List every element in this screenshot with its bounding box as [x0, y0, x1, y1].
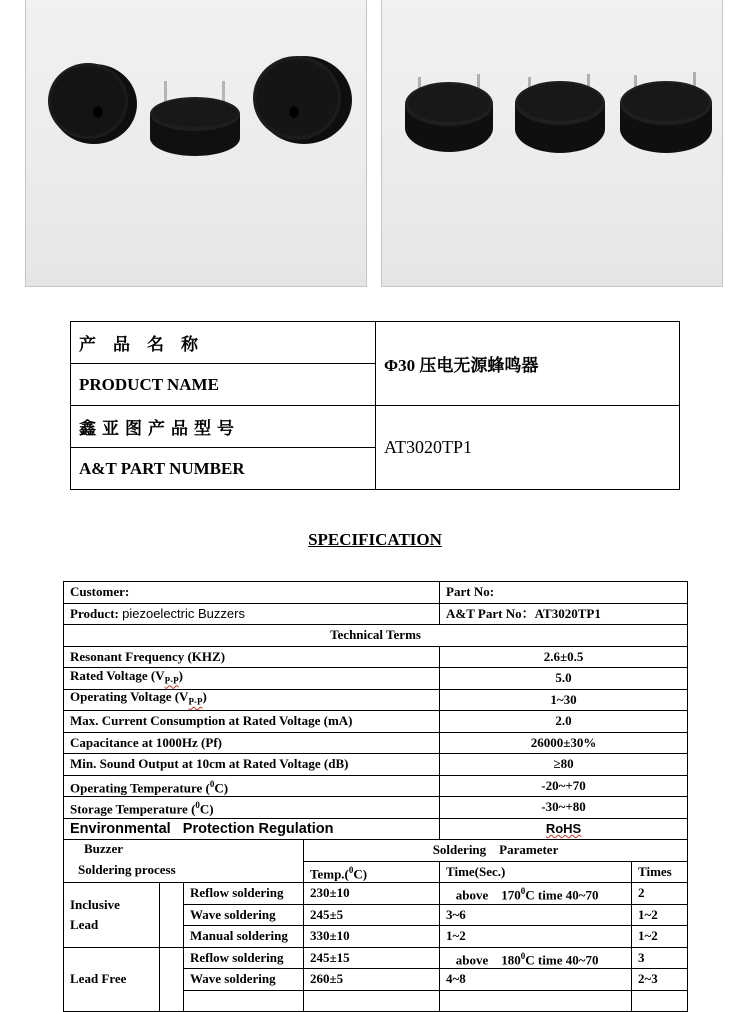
spec-label-text: Operating Voltage (V: [70, 689, 189, 705]
product-row: [64, 603, 688, 625]
spec-value: 1~30: [440, 689, 688, 711]
solder-times: 1~2: [632, 904, 688, 926]
buzzer-photo-right-drawing: [382, 0, 722, 287]
spec-label: [64, 711, 440, 733]
spec-row: [64, 668, 688, 690]
solder-temp: 245±5: [304, 904, 440, 926]
technical-terms-heading: Technical Terms: [64, 625, 688, 647]
product-name-label-en: PRODUCT NAME: [71, 364, 376, 406]
spec-label-superscript: 0: [195, 800, 200, 811]
spec-label-tail: ): [178, 667, 183, 683]
rohs-text: RoHS: [545, 820, 582, 836]
part-number-value: AT3020TP1: [376, 406, 680, 490]
spec-label-subscript: P-P: [164, 675, 179, 686]
spec-label-text: Max. Current Consumption at Rated Voltage (mA): [70, 713, 353, 729]
buzzer-label: Buzzer: [84, 841, 123, 856]
solder-temp: 230±10: [304, 883, 440, 905]
environment-value: [440, 818, 688, 840]
solder-time-tail: C time 40~70: [525, 887, 599, 903]
product-info-table: [70, 321, 680, 490]
product-name-label-cn: 产品名称: [71, 322, 376, 364]
solder-temp: 260±5: [304, 969, 440, 991]
spec-value: -30~+80: [440, 797, 688, 819]
spec-label-tail: C): [214, 779, 229, 795]
solder-temp: 330±10: [304, 926, 440, 948]
spec-label-superscript: 0: [209, 778, 215, 789]
solder-group-label-line: Lead: [70, 916, 99, 932]
buzzer-photo-left-drawing: [26, 0, 366, 287]
temp-header-text: Temp.(: [310, 865, 349, 881]
soldering-process-label: Soldering process: [78, 862, 176, 877]
spec-label-tail: ): [202, 689, 207, 705]
at-part-cell: [440, 603, 688, 625]
solder-time: 1~2: [440, 926, 632, 948]
at-part-label: A&T Part No：: [446, 605, 535, 621]
solder-times-empty: [632, 990, 688, 1012]
solder-time: 4~8: [440, 969, 632, 991]
spec-row: [64, 646, 688, 668]
solder-times: 2: [632, 883, 688, 905]
product-label: Product:: [70, 605, 119, 621]
spec-row: [64, 797, 688, 819]
solder-row: [64, 883, 688, 905]
solder-method: Wave soldering: [184, 904, 304, 926]
solder-time-text: above 170: [455, 887, 521, 903]
solder-time-superscript: 0: [520, 886, 526, 897]
spec-value: 2.0: [440, 711, 688, 733]
spec-label: [64, 689, 440, 711]
soldering-process-heading: [64, 840, 304, 883]
spec-label-text: Capacitance at 1000Hz (Pf): [70, 734, 222, 750]
product-name-value: Φ30 压电无源蜂鸣器: [376, 322, 680, 406]
solder-time: 3~6: [440, 904, 632, 926]
solder-method: Manual soldering: [184, 926, 304, 948]
section-row: [64, 625, 688, 647]
solder-group-label: [64, 883, 160, 948]
part-number-label-en: A&T PART NUMBER: [71, 448, 376, 490]
spec-label: [64, 732, 440, 754]
spec-value: 2.6±0.5: [440, 646, 688, 668]
solder-group-label: [64, 947, 160, 1012]
spec-row: [64, 775, 688, 797]
solder-row: [64, 947, 688, 969]
spec-label-text: Rated Voltage (V: [70, 667, 165, 683]
product-cell: [64, 603, 440, 625]
solder-method-empty: [184, 990, 304, 1012]
temp-header-tail: C): [353, 865, 368, 881]
at-part-value: AT3020TP1: [534, 605, 601, 621]
solder-group-label-line: Inclusive: [70, 896, 120, 912]
spec-label: [64, 775, 440, 797]
specification-title: SPECIFICATION: [308, 530, 442, 549]
environment-row: [64, 818, 688, 840]
solder-time-superscript: 0: [520, 950, 526, 961]
solder-method: Reflow soldering: [184, 947, 304, 969]
spec-row: [64, 689, 688, 711]
solder-group-spacer: [160, 883, 184, 948]
solder-method: Reflow soldering: [184, 883, 304, 905]
solder-group-spacer: [160, 947, 184, 1012]
spec-label-text: Operating Temperature (: [70, 779, 210, 795]
spec-label-subscript: P-P: [188, 697, 203, 708]
solder-times: 3: [632, 947, 688, 969]
temp-header-superscript: 0: [348, 864, 354, 875]
spec-label: [64, 646, 440, 668]
part-no-label: Part No:: [440, 582, 688, 604]
specification-table: [63, 581, 688, 1012]
product-name-cn-row: [71, 322, 680, 364]
solder-times: 1~2: [632, 926, 688, 948]
spec-label-text: Min. Sound Output at 10cm at Rated Voltage (dB): [70, 756, 349, 772]
spec-value: 26000±30%: [440, 732, 688, 754]
time-column-header: Time(Sec.): [440, 861, 632, 883]
spec-label: [64, 797, 440, 819]
solder-method: Wave soldering: [184, 969, 304, 991]
buzzer-photo-left: [25, 0, 367, 287]
environment-label: Environmental Protection Regulation: [64, 818, 440, 840]
solder-temp-empty: [304, 990, 440, 1012]
solder-header-row: [64, 840, 688, 862]
part-number-label-cn: 鑫亚图产品型号: [71, 406, 376, 448]
spec-label: [64, 754, 440, 776]
spec-value: ≥80: [440, 754, 688, 776]
times-column-header: Times: [632, 861, 688, 883]
solder-time: [440, 947, 632, 969]
spec-value: -20~+70: [440, 775, 688, 797]
spec-label-tail: C): [199, 801, 214, 817]
solder-time-text: above 180: [455, 951, 521, 967]
spec-value: 5.0: [440, 668, 688, 690]
spec-row: [64, 711, 688, 733]
spec-label-text: Resonant Frequency (KHZ): [70, 648, 226, 664]
customer-row: [64, 582, 688, 604]
temp-column-header: [304, 861, 440, 883]
solder-time-tail: C time 40~70: [525, 951, 599, 967]
spec-row: [64, 754, 688, 776]
spec-label: [64, 668, 440, 690]
solder-times: 2~3: [632, 969, 688, 991]
soldering-parameter-heading: Soldering Parameter: [304, 840, 688, 862]
spec-label-text: Storage Temperature (: [70, 801, 196, 817]
solder-time-empty: [440, 990, 632, 1012]
solder-group-label-line: Lead Free: [70, 970, 127, 986]
customer-label: Customer:: [64, 582, 440, 604]
solder-temp: 245±15: [304, 947, 440, 969]
part-number-cn-row: [71, 406, 680, 448]
spec-row: [64, 732, 688, 754]
solder-time: [440, 883, 632, 905]
product-value: piezoelectric Buzzers: [122, 605, 245, 621]
buzzer-photo-right: [381, 0, 723, 287]
